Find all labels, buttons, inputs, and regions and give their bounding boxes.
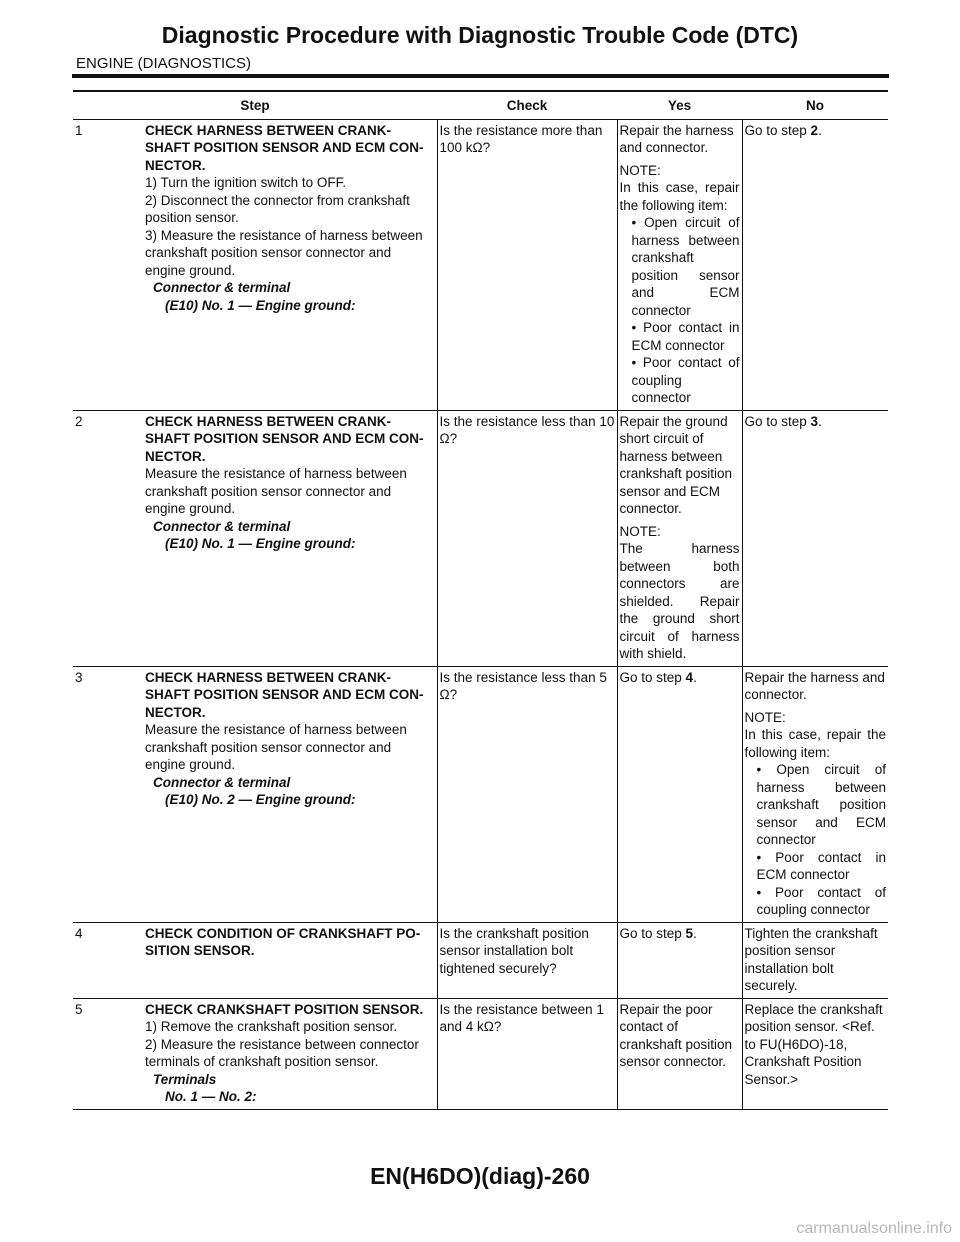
goto-prefix: Go to step xyxy=(744,413,811,429)
no-cell xyxy=(742,998,888,1109)
table-header-row xyxy=(73,91,888,119)
step-instruction: 1) Remove the crankshaft position sensor. xyxy=(145,1019,398,1034)
check-question: Is the resistance less than 5 Ω? xyxy=(439,669,607,702)
header-step: Step xyxy=(73,91,437,119)
goto-suffix: . xyxy=(818,122,822,138)
yes-action: Repair the ground short circuit of harness between crankshaft position sensor and ECM connector. xyxy=(619,413,733,516)
step-number: 5 xyxy=(75,1001,83,1017)
note-text: In this case, repair the following item: xyxy=(744,727,886,760)
step-instruction: Measure the resistance of harness between crankshaft position sensor connector and engine ground. xyxy=(145,466,407,516)
step-number: 3 xyxy=(75,669,83,685)
bullet-item: • Poor contact in ECM connector xyxy=(756,849,886,882)
yes-action: Repair the harness and connector. xyxy=(619,122,734,155)
header-yes: Yes xyxy=(617,91,742,119)
goto-prefix: Go to step xyxy=(744,122,811,138)
bullet-item: • Poor contact of coupling connector xyxy=(631,355,740,405)
bullet-item: • Poor contact of coupling connector xyxy=(756,884,886,917)
step-number: 1 xyxy=(75,122,83,138)
step-cell xyxy=(73,119,437,410)
step-cell xyxy=(73,922,437,998)
terminal-label: Connector & terminal xyxy=(153,518,291,534)
step-cell xyxy=(73,410,437,666)
check-cell xyxy=(437,410,617,666)
goto-step-link[interactable]: 3 xyxy=(810,413,819,429)
terminal-label: Connector & terminal xyxy=(153,280,291,295)
step-heading: CHECK CRANKSHAFT POSITION SENSOR. xyxy=(145,1001,424,1017)
bullet-item: • Open circuit of harness between crankshaft position sensor and ECM connector xyxy=(756,762,886,847)
step-instruction: 2) Measure the resistance between connector terminals of crankshaft position sensor. xyxy=(145,1036,419,1069)
goto-suffix: . xyxy=(693,925,697,941)
note-label: NOTE: xyxy=(619,162,661,178)
no-cell xyxy=(742,922,888,998)
check-cell xyxy=(437,119,617,410)
note-label: NOTE: xyxy=(619,523,661,539)
header-rule xyxy=(72,74,889,78)
check-cell xyxy=(437,666,617,922)
header-no: No xyxy=(742,91,888,119)
check-cell xyxy=(437,998,617,1109)
no-action: Tighten the crankshaft position sensor installation bolt securely. xyxy=(744,925,878,993)
goto-step-link[interactable]: 5 xyxy=(685,925,694,941)
diagnostic-table xyxy=(73,90,888,1110)
no-action: Replace the crankshaft position sensor. <Ref. to FU(H6DO)-18, Crankshaft Position Sensor.> xyxy=(744,1001,883,1087)
table-row xyxy=(73,119,888,410)
yes-cell xyxy=(617,666,742,922)
check-question: Is the crankshaft position sensor installation bolt tightened securely? xyxy=(439,925,589,976)
check-question: Is the resistance more than 100 kΩ? xyxy=(439,122,603,155)
table-row xyxy=(73,922,888,998)
step-instruction: Measure the resistance of harness between crankshaft position sensor connector and engine ground. xyxy=(145,722,407,772)
terminal-value: No. 1 — No. 2: xyxy=(165,1089,257,1104)
terminal-value: (E10) No. 1 — Engine ground: xyxy=(165,536,356,551)
bullet-item: • Poor contact in ECM connector xyxy=(631,320,740,353)
table-row xyxy=(73,998,888,1109)
yes-cell xyxy=(617,998,742,1109)
bullet-item: • Open circuit of harness between crankshaft position sensor and ECM connector xyxy=(631,215,740,318)
note-text: In this case, repair the following item: xyxy=(619,180,740,213)
check-question: Is the resistance between 1 and 4 kΩ? xyxy=(439,1001,604,1034)
goto-prefix: Go to step xyxy=(619,925,686,941)
step-instruction: 2) Disconnect the connector from crankshaft position sensor. xyxy=(145,192,410,225)
terminal-value: (E10) No. 1 — Engine ground: xyxy=(165,297,356,313)
step-instruction: 3) Measure the resistance of harness between crankshaft position sensor connector and engine ground. xyxy=(145,227,423,278)
check-question: Is the resistance less than 10 Ω? xyxy=(439,413,615,446)
page-number: EN(H6DO)(diag)-260 xyxy=(370,1163,590,1189)
terminal-label: Connector & terminal xyxy=(153,774,291,790)
goto-step-link[interactable]: 2 xyxy=(810,122,819,138)
yes-cell xyxy=(617,119,742,410)
step-number: 2 xyxy=(75,413,83,429)
no-action: Repair the harness and connector. xyxy=(744,669,885,702)
table-row xyxy=(73,666,888,922)
table-row xyxy=(73,410,888,666)
yes-cell xyxy=(617,410,742,666)
step-heading: CHECK HARNESS BETWEEN CRANK-SHAFT POSITION SENSOR AND ECM CON-NECTOR. xyxy=(145,413,424,464)
note-label: NOTE: xyxy=(744,709,786,725)
goto-suffix: . xyxy=(818,413,822,429)
yes-cell xyxy=(617,922,742,998)
step-cell xyxy=(73,998,437,1109)
step-heading: CHECK HARNESS BETWEEN CRANK-SHAFT POSITION SENSOR AND ECM CON-NECTOR. xyxy=(145,122,424,173)
step-heading: CHECK CONDITION OF CRANKSHAFT PO-SITION SENSOR. xyxy=(145,925,421,958)
step-number: 4 xyxy=(75,925,83,941)
goto-step-link[interactable]: 4 xyxy=(685,669,694,685)
header-check: Check xyxy=(437,91,617,119)
no-cell xyxy=(742,666,888,922)
page-title: Diagnostic Procedure with Diagnostic Trouble Code (DTC) xyxy=(161,22,799,48)
check-cell xyxy=(437,922,617,998)
goto-suffix: . xyxy=(693,669,697,685)
section-name: ENGINE (DIAGNOSTICS) xyxy=(76,55,252,72)
no-cell xyxy=(742,410,888,666)
no-cell xyxy=(742,119,888,410)
step-instruction: 1) Turn the ignition switch to OFF. xyxy=(145,175,347,190)
step-cell xyxy=(73,666,437,922)
watermark: carmanualsonline.info xyxy=(796,1220,952,1237)
step-heading: CHECK HARNESS BETWEEN CRANK-SHAFT POSITION SENSOR AND ECM CON-NECTOR. xyxy=(145,669,424,720)
terminal-label: Terminals xyxy=(153,1071,217,1087)
yes-action: Repair the poor contact of crankshaft position sensor connector. xyxy=(619,1001,733,1069)
goto-prefix: Go to step xyxy=(619,669,686,685)
note-text: The harness between both connectors are shielded. Repair the ground short circuit of harness with shield. xyxy=(619,541,740,661)
terminal-value: (E10) No. 2 — Engine ground: xyxy=(165,792,356,807)
